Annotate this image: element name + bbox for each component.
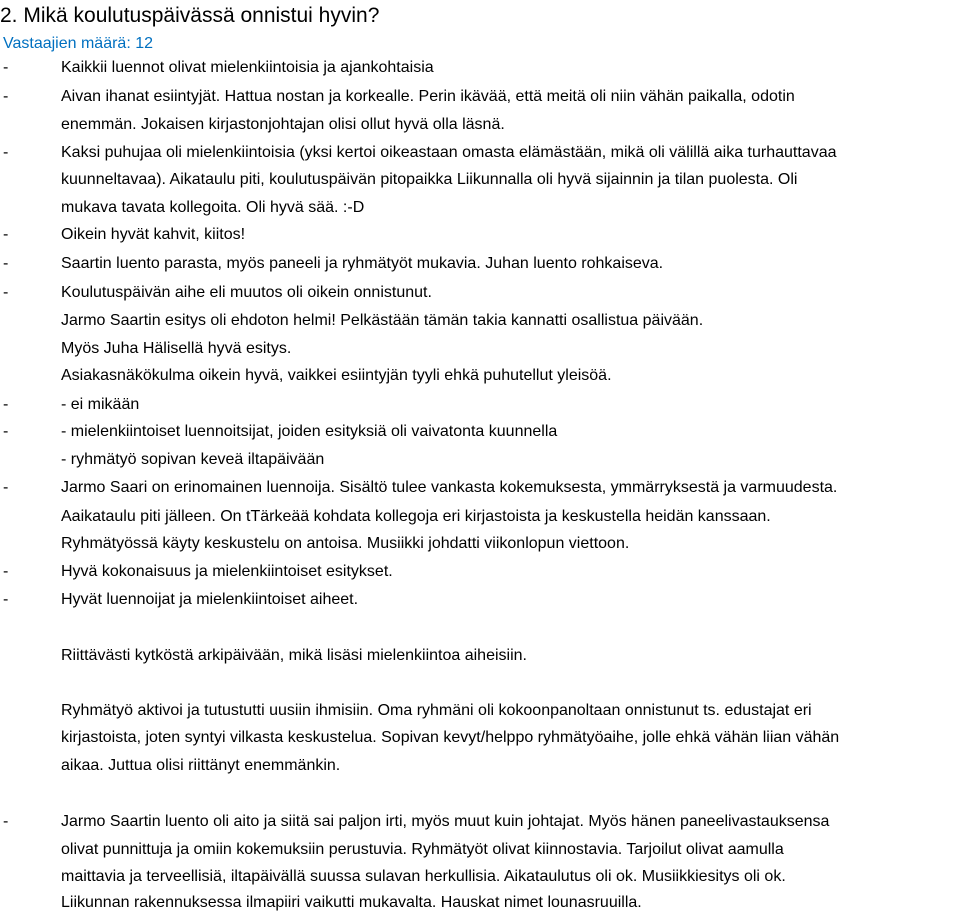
answer-text: Liikunnan rakennuksessa ilmapiiri vaikutti mukavalta. Hauskat nimet lounasruuilla.: [61, 894, 642, 911]
answer-text: Oikein hyvät kahvit, kiitos!: [61, 226, 246, 243]
answer-text: Riittävästi kytköstä arkipäivään, mikä lisäsi mielenkiintoa aiheisiin.: [61, 647, 527, 664]
answer-text: Jarmo Saartin esitys oli ehdoton helmi! Pelkästään tämän takia kannatti osallistua päivään.: [61, 312, 704, 329]
answer-bullet: -: [3, 479, 9, 496]
answer-bullet: -: [3, 226, 9, 243]
answer-bullet: -: [3, 396, 9, 413]
answer-bullet: -: [3, 563, 9, 580]
answer-text: Kaksi puhujaa oli mielenkiintoisia (yksi kertoi oikeastaan omasta elämästään, mikä oli välillä aika turhauttavaa: [61, 144, 837, 161]
answer-text: olivat punnittuja ja omiin kokemuksiin perustuvia. Ryhmätyöt olivat kiinnostavia. Tarjoilut olivat aamulla: [61, 841, 784, 858]
answer-bullet: -: [3, 591, 9, 608]
answer-bullet: -: [3, 255, 9, 272]
respondent-count: Vastaajien määrä: 12: [3, 35, 154, 52]
answer-text: kirjastoista, joten syntyi vilkasta keskustelua. Sopivan kevyt/helppo ryhmätyöaihe, jolle ehkä vähän liian vähän: [61, 729, 840, 746]
answer-text: - ei mikään: [61, 396, 140, 413]
answer-text: aikaa. Juttua olisi riittänyt enemmänkin.: [61, 757, 341, 774]
answer-bullet: -: [3, 813, 9, 830]
answer-text: Kaikkii luennot olivat mielenkiintoisia ja ajankohtaisia: [61, 59, 434, 76]
answer-text: Jarmo Saari on erinomainen luennoija. Sisältö tulee vankasta kokemuksesta, ymmärryksestä ja varmuudesta.: [61, 479, 838, 496]
answer-text: Ryhmätyössä käyty keskustelu on antoisa. Musiikki johdatti viikonlopun viettoon.: [61, 535, 630, 552]
answer-text: kuunneltavaa). Aikataulu piti, koulutuspäivän pitopaikka Liikunnalla oli hyvä sijainnin ja tilan puolesta. Oli: [61, 171, 798, 188]
answer-bullet: -: [3, 88, 9, 105]
answer-bullet: -: [3, 423, 9, 440]
answer-bullet: -: [3, 144, 9, 161]
answer-text: maittavia ja terveellisiä, iltapäivällä suussa sulavan herkullisia. Aikataulutus oli ok. Musiikkiesitys oli ok.: [61, 868, 786, 885]
answer-text: Koulutuspäivän aihe eli muutos oli oikein onnistunut.: [61, 284, 432, 301]
answer-text: Ryhmätyö aktivoi ja tutustutti uusiin ihmisiin. Oma ryhmäni oli kokoonpanoltaan onnistunut ts. edustajat eri: [61, 702, 812, 719]
answer-text: Hyvä kokonaisuus ja mielenkiintoiset esitykset.: [61, 563, 393, 580]
question-title: 2. Mikä koulutuspäivässä onnistui hyvin?: [0, 4, 380, 27]
answer-text: Hyvät luennoijat ja mielenkiintoiset aiheet.: [61, 591, 359, 608]
answer-text: Jarmo Saartin luento oli aito ja siitä sai paljon irti, myös muut kuin johtajat. Myös hänen paneelivastauksensa: [61, 813, 830, 830]
answer-text: mukava tavata kollegoita. Oli hyvä sää. :-D: [61, 199, 365, 216]
answer-text: enemmän. Jokaisen kirjastonjohtajan olisi ollut hyvä olla läsnä.: [61, 116, 505, 133]
answer-text: Asiakasnäkökulma oikein hyvä, vaikkei esiintyjän tyyli ehkä puhutellut yleisöä.: [61, 367, 612, 384]
answer-text: Saartin luento parasta, myös paneeli ja ryhmätyöt mukavia. Juhan luento rohkaiseva.: [61, 255, 664, 272]
answer-text: Myös Juha Hälisellä hyvä esitys.: [61, 340, 292, 357]
answer-text: - ryhmätyö sopivan keveä iltapäivään: [61, 451, 325, 468]
answer-text: Aaikataulu piti jälleen. On tTärkeää kohdata kollegoja eri kirjastoista ja keskustella heidän kanssaan.: [61, 508, 771, 525]
answer-bullet: -: [3, 284, 9, 301]
answer-text: Aivan ihanat esiintyjät. Hattua nostan ja korkealle. Perin ikävää, että meitä oli niin vähän paikalla, odotin: [61, 88, 795, 105]
answer-bullet: -: [3, 59, 9, 76]
answer-text: - mielenkiintoiset luennoitsijat, joiden esityksiä oli vaivatonta kuunnella: [61, 423, 558, 440]
